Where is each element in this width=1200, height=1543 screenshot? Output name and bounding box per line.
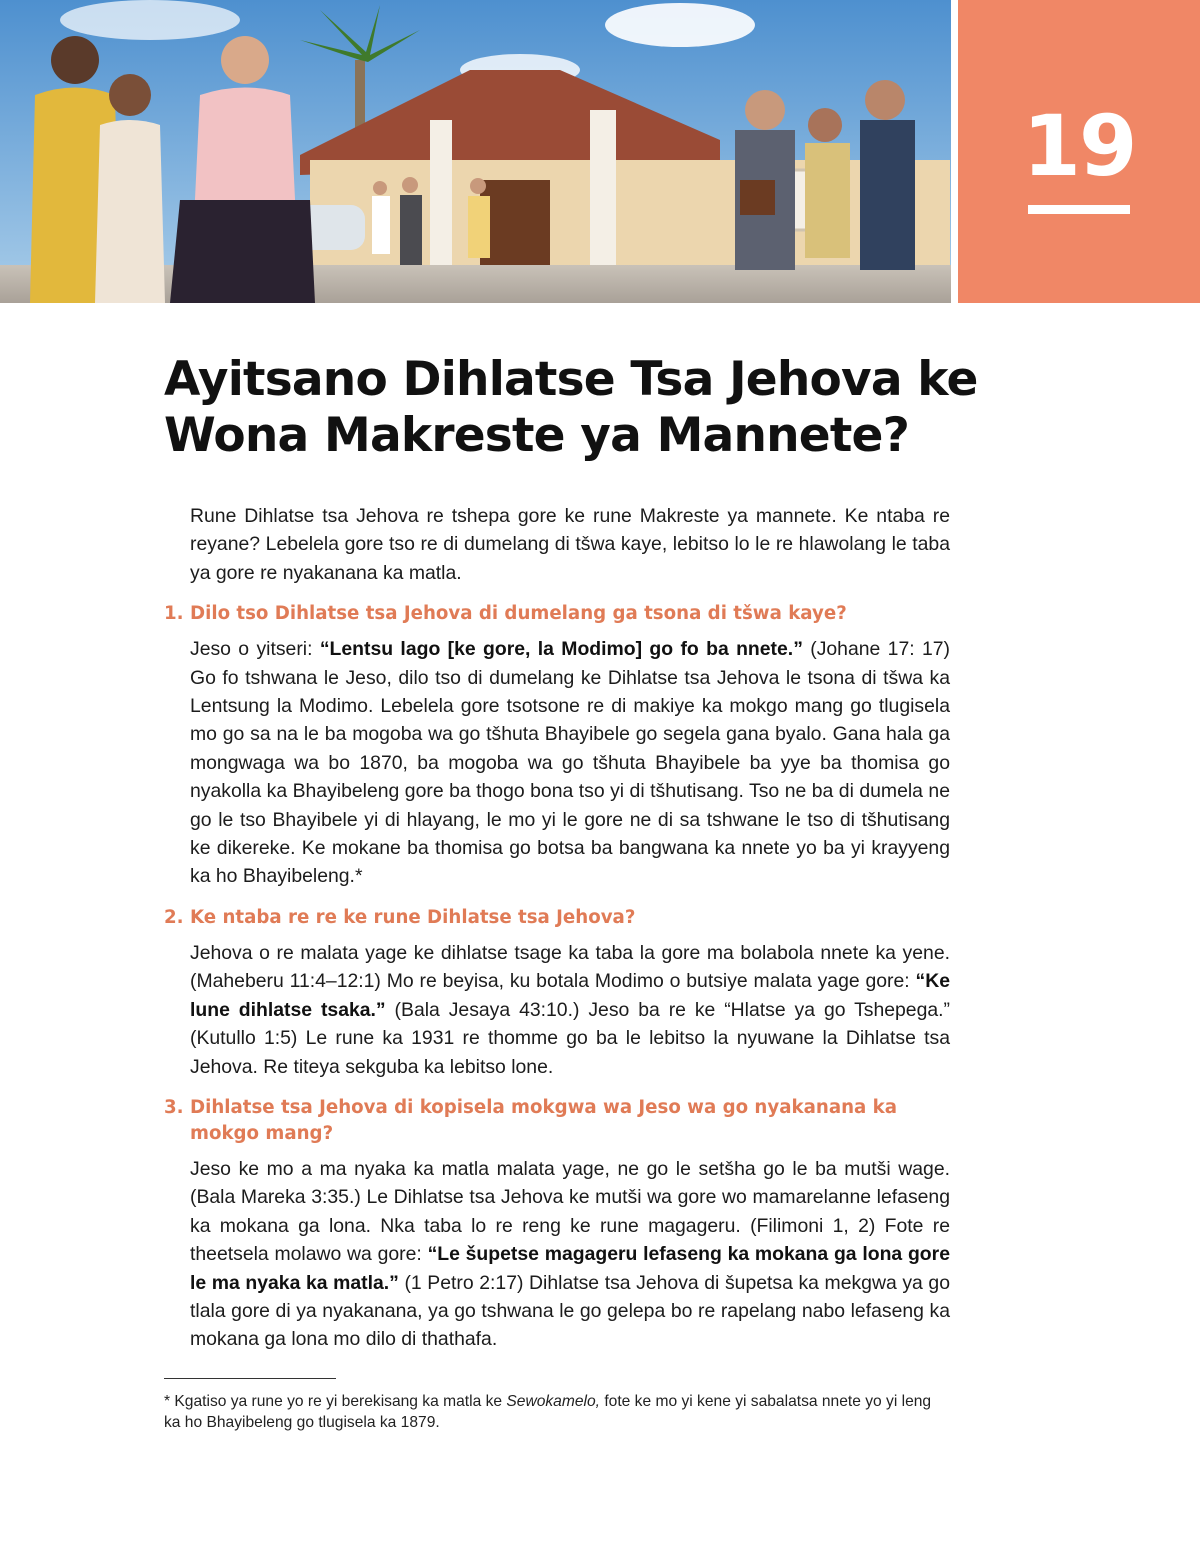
page-title	[164, 352, 984, 464]
answer-text: Jeso o yitseri:	[190, 638, 320, 661]
footnote-divider	[164, 1378, 336, 1379]
cloud	[60, 0, 240, 40]
question-number: 3.	[164, 1096, 184, 1118]
person-body	[805, 143, 850, 258]
lesson-number-underline	[1028, 205, 1130, 214]
person-head	[808, 108, 842, 142]
answer-text: (Bala Jesaya 43:10.) Jeso ba re ke “Hlatse ya go Tshepega.” (Kutullo 1:5) Le rune ka 1931 re thomme go ba le lebitso la nyuwane la Dihlatse tsa Jehova. Re titeya sekguba ka lebitso lone.	[190, 998, 951, 1078]
question-3	[164, 1095, 950, 1147]
footnote-text: fote ke mo yi kene yi sabalatsa nnete yo yi leng ka ho Bhayibeleng go tlugisela ka 1879.	[164, 1393, 932, 1431]
person-body	[400, 195, 422, 265]
person-head	[470, 178, 486, 194]
answer-2	[164, 939, 950, 1081]
title-line-1: Ayitsano Dihlatse Tsa Jehova ke	[164, 352, 978, 407]
lesson-body	[164, 502, 950, 1368]
publication-name: Sewokamelo,	[506, 1393, 600, 1410]
answer-text: (1 Petro 2:17) Dihlatse tsa Jehova di šupetsa ka mekgwa ya go tlala gore di ya nyakanana, ya go tshwana le go gelepa bo re rapelang nabo lefaseng ka mokana ga lona mo dilo di thathafa.	[190, 1271, 950, 1351]
scripture-quote: “Ke lune dihlatse tsaka.”	[190, 970, 950, 1021]
answer-text: Jeso ke mo a ma nyaka ka matla malata yage, ne go le setšha go le ba mutši wage. (Bala Mareka 3:35.) Le Dihlatse tsa Jehova ke mutši wa gore wo mamarelanne lefaseng ka mokana ga lona. Nka taba lo re reng ke rune magageru. (Filimoni 1, 2) Fote re theetsela molawo wa gore:	[190, 1157, 950, 1266]
answer-3	[164, 1155, 950, 1354]
person-head	[373, 181, 387, 195]
person-head	[109, 74, 151, 116]
answer-text: Jehova o re malata yage ke dihlatse tsage ka taba la gore ma bolabola nnete ka yene. (Maheberu 11:4–12:1) Mo re beyisa, ku botala Modimo o butsiye malata yage gore:	[190, 941, 950, 993]
question-1	[164, 601, 950, 627]
question-number: 2.	[164, 906, 184, 928]
door	[480, 180, 550, 270]
question-2	[164, 905, 950, 931]
scripture-quote: “Le šupetse magageru lefaseng ka mokana ga lona gore le ma nyaka ka matla.”	[190, 1243, 950, 1294]
pillar	[590, 110, 616, 270]
skirt	[170, 200, 315, 303]
pillar	[430, 120, 452, 270]
cloud	[605, 3, 755, 47]
scripture-quote: “Lentsu lago [ke gore, la Modimo] go fo ba nnete.”	[319, 638, 803, 661]
answer-text: (Johane 17: 17) Go fo tshwana le Jeso, dilo tso di dumelang ke Dihlatse tsa Jehova le tsona di tšwa ka Lentsung la Modimo. Lebelela gore tsotsone re di makiye ka mokgo mang go tlugisela mo go sa na le ba mogoba wa go tšhuta Bhayibele go segela gana byalo. Gana hala ga mongwaga wa bo 1870, ba mogoba wa go tšhuta Bhayibele ba yye ba thomisa go nyakolla ka Bhayibeleng gore ba thogo bona tso yi di tšhutisang. Tso ne ba di dumela ne go le tso Bhayibele yi di hlayang, le mo yi le gore ne di sa tshwane le tso di tšhutisang ke dikereke. Ke mokane ba thomisa go botsa ba bangwana ka nnete yo ba yi krayyeng ka ho Bhayibeleng.*	[190, 638, 950, 888]
answer-1	[164, 635, 950, 891]
person-head	[221, 36, 269, 84]
footnote	[164, 1391, 950, 1433]
intro-paragraph: Rune Dihlatse tsa Jehova re tshepa gore ke rune Makreste ya mannete. Ke ntaba re reyane? Lebelela gore tso re di dumelang di tšwa kaye, lebitso lo le re hlawolang le taba ya gore re nyakanana ka matla.	[190, 505, 950, 584]
hero-illustration	[0, 0, 951, 303]
briefcase	[740, 180, 775, 215]
question-text: Dilo tso Dihlatse tsa Jehova di dumelang ga tsona di tšwa kaye?	[190, 603, 847, 625]
person-head	[402, 177, 418, 193]
person-head	[51, 36, 99, 84]
person-body	[372, 196, 390, 254]
question-text: Dihlatse tsa Jehova di kopisela mokgwa wa Jeso wa go nyakanana ka mokgo mang?	[190, 1096, 898, 1144]
person-head	[865, 80, 905, 120]
lesson-number-panel	[958, 0, 1200, 303]
lesson-number: 19	[1022, 97, 1136, 195]
question-text: Ke ntaba re re ke rune Dihlatse tsa Jehova?	[190, 906, 636, 928]
person-body	[860, 120, 915, 270]
title-line-2: Wona Makreste ya Mannete?	[164, 408, 910, 463]
hero-photo	[0, 0, 951, 303]
person-head	[745, 90, 785, 130]
footnote-text: * Kgatiso ya rune yo re yi berekisang ka matla ke	[164, 1393, 507, 1410]
question-number: 1.	[164, 603, 184, 625]
person-body	[95, 120, 165, 303]
person-body	[468, 196, 490, 258]
